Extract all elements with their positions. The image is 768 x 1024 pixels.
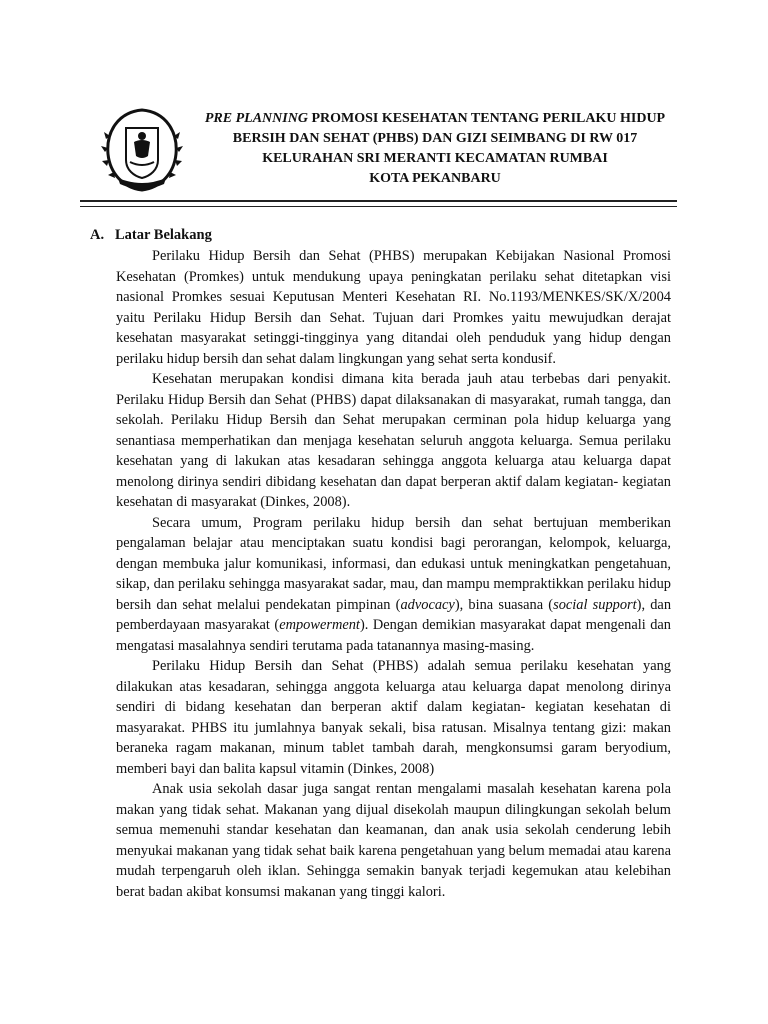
title-text-line-1-2: PROMOSI KESEHATAN TENTANG PERILAKU HIDUP BERSIH DAN SEHAT (PHBS) DAN GIZI SEIMBANG DI RW 017 [232, 111, 666, 146]
paragraph-3 [116, 513, 671, 657]
paragraph-3-text-d: ). Dengan demikian masyarakat dapat mengenali dan mengatasi masalahnya sendiri terutama pada tatanannya masing-masing. [116, 617, 671, 654]
section-title: Latar Belakang [115, 227, 212, 243]
paragraph-4: Perilaku Hidup Bersih dan Sehat (PHBS) adalah semua perilaku kesehatan yang dilakukan atas kesadaran, sehingga anggota keluarga atau keluarga dapat menolong dirinya sendiri di bidang kesehatan dan berperan aktif dalam kegiatan- kegiatan kesehatan di masyarakat. PHBS itu jumlahnya banyak sekali, bisa ratusan. Misalnya tentang gizi: makan beraneka ragam makanan, minum tablet tambah darah, mengkonsumsi garam beryodium, memberi bayi dan balita kapsul vitamin (Dinkes, 2008) [116, 658, 671, 777]
paragraph-2: Kesehatan merupakan kondisi dimana kita berada jauh atau terbebas dari penyakit. Perilaku Hidup Bersih dan Sehat (PHBS) dapat dilaksanakan di masyarakat, rumah tangga, dan sekolah. Perilaku Hidup Bersih dan Sehat merupakan cerminan pola hidup keluarga yang senantiasa memperhatikan dan menjaga kesehatan seluruh anggota keluarga. Semua perilaku kesehatan yang di lakukan atas kesadaran sehingga anggota keluarga atau keluarga dapat menolong dirinya sendiri dibidang kesehatan dan dapat berperan aktif dalam kegiatan- kegiatan kesehatan di masyarakat (Dinkes, 2008). [116, 371, 671, 510]
section-body [116, 246, 671, 902]
university-emblem-icon [100, 106, 184, 194]
term-social-support: social support [553, 596, 637, 613]
paragraph-3-text-b: ), bina suasana ( [454, 596, 554, 613]
document-title [188, 109, 682, 189]
paragraph-3-text-a: Secara umum, Program perilaku hidup bersih dan sehat bertujuan memberikan pengalaman belajar atau menciptakan suatu kondisi bagi perorangan, kelompok, keluarga, dengan membuka jalur komunikasi, informasi, dan edukasi untuk meningkatkan pengetahuan, sikap, dan perilaku sehingga masyarakat sadar, mau, dan mampu mempraktikkan perilaku hidup bersih dan sehat melalui pendekatan pimpinan ( [116, 514, 671, 613]
header-divider-thin [80, 206, 677, 207]
title-italic-text: PRE PLANNING [204, 111, 308, 126]
paragraph-3-text-c: ), dan pemberdayaan masyarakat ( [116, 596, 672, 633]
section-heading [90, 225, 212, 245]
paragraph-1: Perilaku Hidup Bersih dan Sehat (PHBS) merupakan Kebijakan Nasional Promosi Kesehatan (Promkes) untuk mendukung upaya peningkatan perilaku sehat ditetapkan visi nasional Promkes sesuai Keputusan Menteri Kesehatan RI. No.1193/MENKES/SK/X/2004 yaitu Perilaku Hidup Bersih dan Sehat. Tujuan dari Promkes yaitu mewujudkan derajat kesehatan masyarakat setinggi-tingginya yang ditandai oleh penduduk yang hidup dengan perilaku hidup bersih dan sehat dalam lingkungan yang sehat serta kondusif. [116, 248, 671, 367]
section-number: A. [90, 227, 105, 243]
title-text-line-3: KELURAHAN SRI MERANTI KECAMATAN RUMBAI [262, 151, 608, 166]
term-empowerment: empowerment [279, 617, 360, 633]
title-text-line-4: KOTA PEKANBARU [369, 171, 501, 186]
header-divider-thick [80, 200, 677, 202]
paragraph-5: Anak usia sekolah dasar juga sangat rentan mengalami masalah kesehatan karena pola makan yang tidak sehat. Makanan yang dijual disekolah maupun dilingkungan sekolah belum semua memenuhi standar kesehatan dan keamanan, dan anak usia sekolah cenderung lebih menyukai makanan yang tidak sehat baik karena pengetahuan yang belum memadai atau karena mudah terpengaruh oleh iklan. Sehingga semakin banyak terjadi kegemukan atau kelebihan berat badan akibat konsumsi makanan yang tinggi kalori. [116, 781, 671, 900]
term-advocacy: advocacy [400, 596, 455, 613]
